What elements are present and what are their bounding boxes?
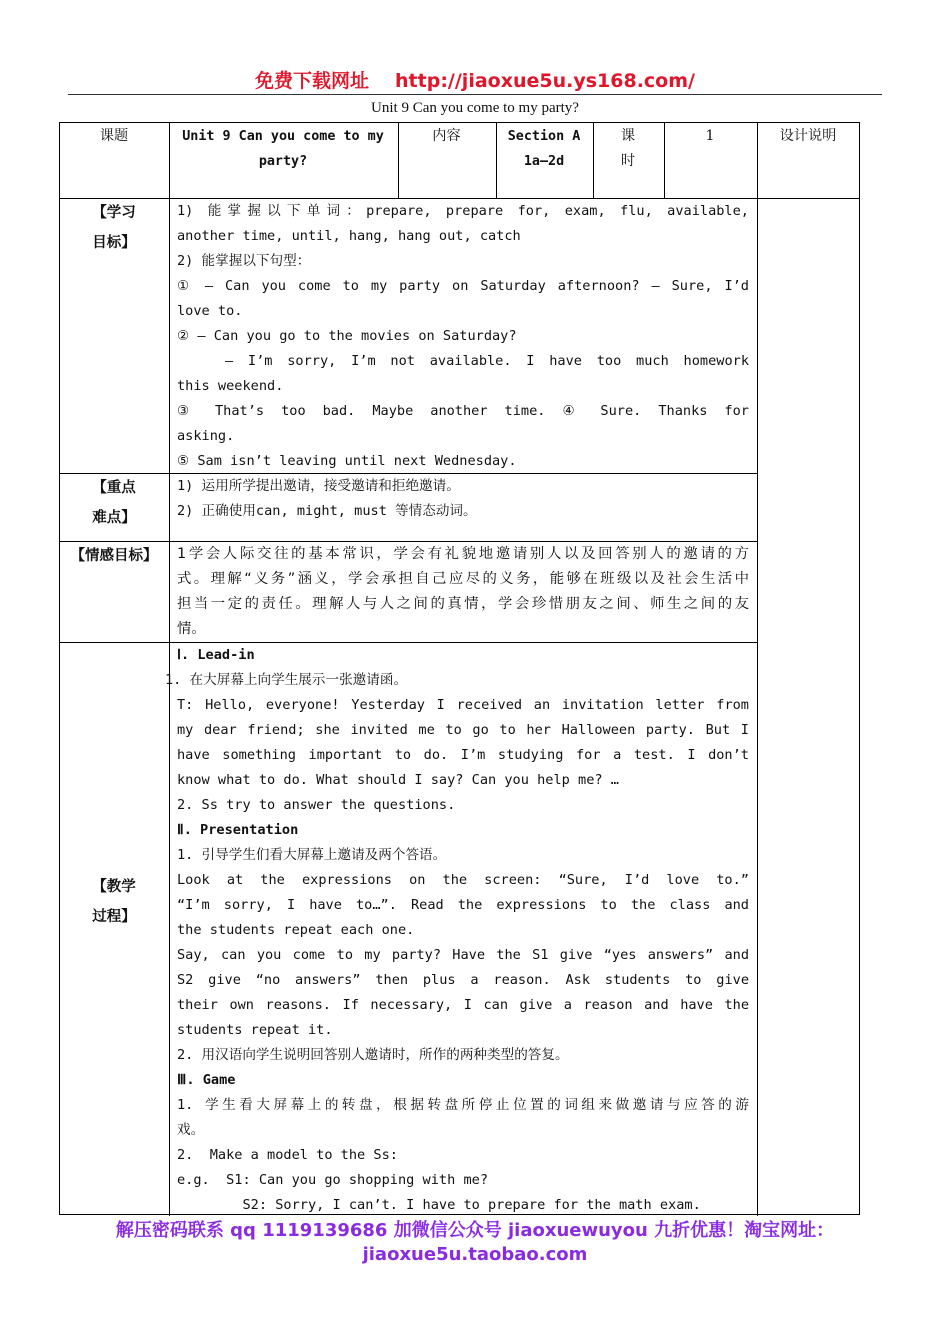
content-value	[496, 124, 592, 174]
header-divider	[68, 94, 882, 95]
section-heading: Ⅲ. Game	[177, 1072, 236, 1088]
footer-shop-link[interactable]: jiaoxue5u.taobao.com	[362, 1244, 588, 1265]
document-title: Unit 9 Can you come to my party?	[371, 100, 579, 116]
topic-value-line: party?	[258, 154, 308, 169]
emotion-goals-label: 【情感目标】	[70, 548, 158, 564]
process-line: have something important to do. I’m studying for a test. I don’t	[177, 747, 749, 763]
key-points-label-line: 【重点	[92, 480, 136, 496]
period-label-line: 课	[620, 128, 636, 144]
emotion-goals-content	[177, 542, 749, 642]
goals-line: 2) 能掌握以下句型：	[177, 253, 311, 269]
design-notes-label: 设计说明	[779, 128, 837, 144]
footer-contact-line: 解压密码联系 qq 1119139686 加微信公众号 jiaoxuewuyou 九折优惠！淘宝网址：	[115, 1220, 835, 1241]
teaching-process-label	[60, 872, 168, 932]
emotion-line: 担当一定的责任。理解人与人之间的真情，学会珍惜朋友之间、师生之间的友	[177, 596, 749, 612]
section-heading: Ⅰ. Lead-in	[177, 647, 255, 663]
emotion-line: 情。	[177, 621, 206, 637]
key-points-line: 1) 运用所学提出邀请，接受邀请和拒绝邀请。	[177, 478, 460, 494]
process-line: 1. 在大屏幕上向学生展示一张邀请函。	[165, 672, 408, 688]
process-line: 1. 引导学生们看大屏幕上邀请及两个答语。	[177, 847, 447, 863]
goals-line: love to.	[177, 303, 243, 319]
process-line: e.g. S1: Can you go shopping with me?	[177, 1172, 488, 1188]
process-label-line: 过程】	[92, 909, 136, 925]
goals-line: ② — Can you go to the movies on Saturday?	[177, 328, 517, 344]
site-label: 免费下载网址	[255, 70, 370, 92]
teaching-process-content	[165, 643, 749, 1218]
emotion-line: 式。理解“义务”涵义，学会承担自己应尽的义务，能够在班级以及社会生活中	[177, 571, 749, 587]
period-value: 1	[705, 128, 715, 144]
footer-promo	[0, 1219, 950, 1267]
section-heading: Ⅱ. Presentation	[177, 822, 299, 838]
goals-line: asking.	[177, 428, 235, 444]
goals-line: ① — Can you come to my party on Saturday afternoon? — Sure, I’d	[177, 278, 749, 294]
process-line: 1. 学生看大屏幕上的转盘，根据转盘所停止位置的词组来做邀请与应答的游	[177, 1097, 749, 1113]
topic-value-line: Unit 9 Can you come to my	[182, 129, 384, 144]
process-label-line: 【教学	[92, 879, 136, 895]
key-points-line: 2) 正确使用can, might, must 等情态动词。	[177, 503, 477, 519]
process-line: their own reasons. If necessary, I can give a reason and have the	[177, 997, 749, 1013]
site-url-link[interactable]: http://jiaoxue5u.ys168.com/	[395, 70, 695, 92]
emotion-line: 1学会人际交往的基本常识，学会有礼貌地邀请别人以及回答别人的邀请的方	[177, 546, 749, 562]
key-points-content	[177, 474, 749, 524]
content-label: 内容	[432, 128, 461, 144]
period-label-line: 时	[620, 153, 636, 169]
site-header	[0, 66, 950, 93]
goals-line: another time, until, hang, hang out, catch	[177, 228, 521, 244]
goals-line: — I’m sorry, I’m not available. I have too much homework	[225, 353, 749, 369]
goals-line: this weekend.	[177, 378, 284, 394]
process-line: the students repeat each one.	[177, 922, 415, 938]
process-line: S2 give “no answers” then plus a reason. Ask students to give	[177, 972, 749, 988]
goals-label-line: 目标】	[92, 235, 136, 251]
content-value-line: 1a—2d	[523, 154, 565, 169]
key-points-label-line: 难点】	[92, 510, 136, 526]
topic-label: 课题	[99, 128, 129, 144]
goals-line: ⑤ Sam isn’t leaving until next Wednesday.	[177, 453, 517, 469]
process-line: 2. 用汉语向学生说明回答别人邀请时，所作的两种类型的答复。	[177, 1047, 569, 1063]
period-label	[593, 124, 663, 174]
goals-line: 1) 能掌握以下单词：prepare, prepare for, exam, flu, available,	[177, 203, 749, 219]
process-line: students repeat it.	[177, 1022, 333, 1038]
topic-value	[169, 124, 397, 174]
process-line: 2. Make a model to the Ss:	[177, 1147, 398, 1163]
process-line: T: Hello, everyone! Yesterday I received an invitation letter from	[177, 697, 749, 713]
process-line: 戏。	[177, 1122, 205, 1138]
process-line: “I’m sorry, I have to…”. Read the expressions to the class and	[177, 897, 749, 913]
goals-line: ③ That’s too bad. Maybe another time. ④ Sure. Thanks for	[177, 403, 749, 419]
goals-label-line: 【学习	[92, 205, 136, 221]
process-line: 2. Ss try to answer the questions.	[177, 797, 456, 813]
content-value-line: Section A	[507, 129, 581, 144]
process-line: S2: Sorry, I can’t. I have to prepare for the math exam.	[177, 1197, 701, 1213]
process-line: Look at the expressions on the screen: “Sure, I’d love to.”	[177, 872, 749, 888]
goals-content	[177, 199, 749, 474]
process-line: Say, can you come to my party? Have the S1 give “yes answers” and	[177, 947, 749, 963]
key-points-label	[60, 473, 168, 533]
process-line: my dear friend; she invited me to go to her Halloween party. But I	[177, 722, 749, 738]
column-divider	[757, 123, 758, 1216]
process-line: know what to do. What should I say? Can you help me? …	[177, 772, 619, 788]
goals-label	[60, 198, 168, 258]
